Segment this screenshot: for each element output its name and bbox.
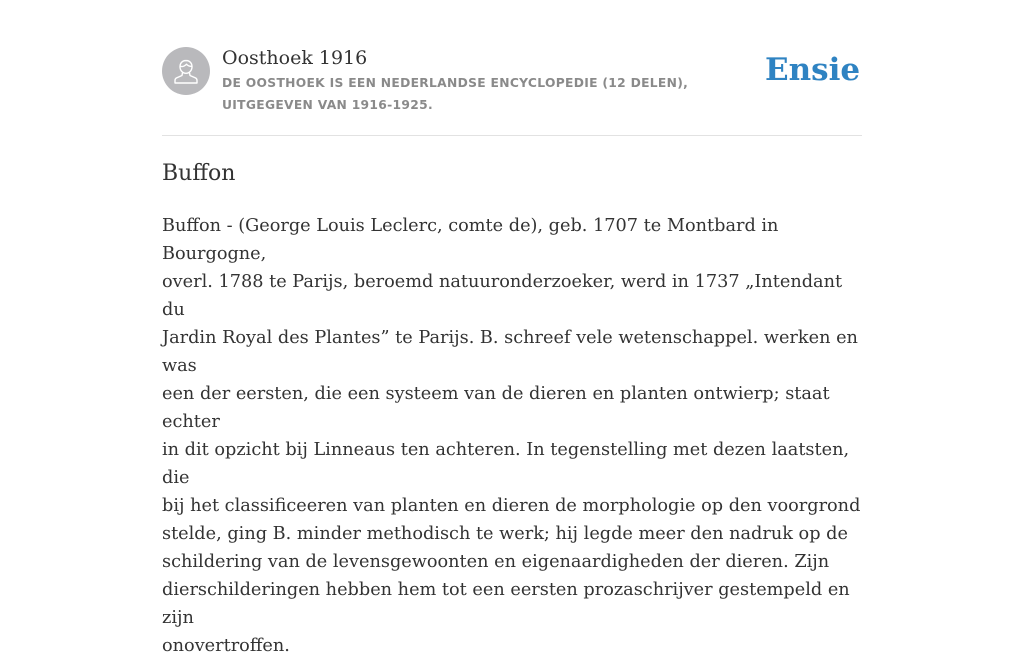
entry-line: stelde, ging B. minder methodisch te werk; hij legde meer den nadruk op de — [162, 524, 848, 544]
entry-line: Buffon - (George Louis Leclerc, comte de), geb. 1707 te Montbard in Bourgogne, — [162, 216, 779, 264]
entry-line: in dit opzicht bij Linneaus ten achteren. In tegenstelling met dezen laatsten, die — [162, 440, 850, 488]
entry-line: dierschilderingen hebben hem tot een eersten prozaschrijver gestempeld en zijn — [162, 580, 850, 628]
entry-line: onovertroffen. — [162, 636, 290, 656]
source-title[interactable]: Oosthoek 1916 — [222, 47, 368, 69]
user-silhouette-icon — [162, 47, 210, 95]
entry-line: schildering van de levensgewoonten en eigenaardigheden der dieren. Zijn — [162, 552, 830, 572]
entry-line: een der eersten, die een systeem van de dieren en planten ontwierp; staat echter — [162, 384, 830, 432]
entry-line: overl. 1788 te Parijs, beroemd natuuronderzoeker, werd in 1737 „Intendant du — [162, 272, 843, 320]
entry-line: Jardin Royal des Plantes” te Parijs. B. schreef vele wetenschappel. werken en was — [162, 328, 858, 376]
ensie-logo[interactable]: Ensie — [765, 52, 861, 88]
entry-line: bij het classificeeren van planten en dieren de morphologie op den voorgrond — [162, 496, 861, 516]
entry-title: Buffon — [162, 161, 236, 186]
entry-body — [162, 212, 862, 660]
header-divider — [162, 135, 862, 136]
avatar — [162, 47, 210, 95]
source-description: DE OOSTHOEK IS EEN NEDERLANDSE ENCYCLOPEDIE (12 DELEN), UITGEGEVEN VAN 1916-1925. — [222, 76, 689, 112]
